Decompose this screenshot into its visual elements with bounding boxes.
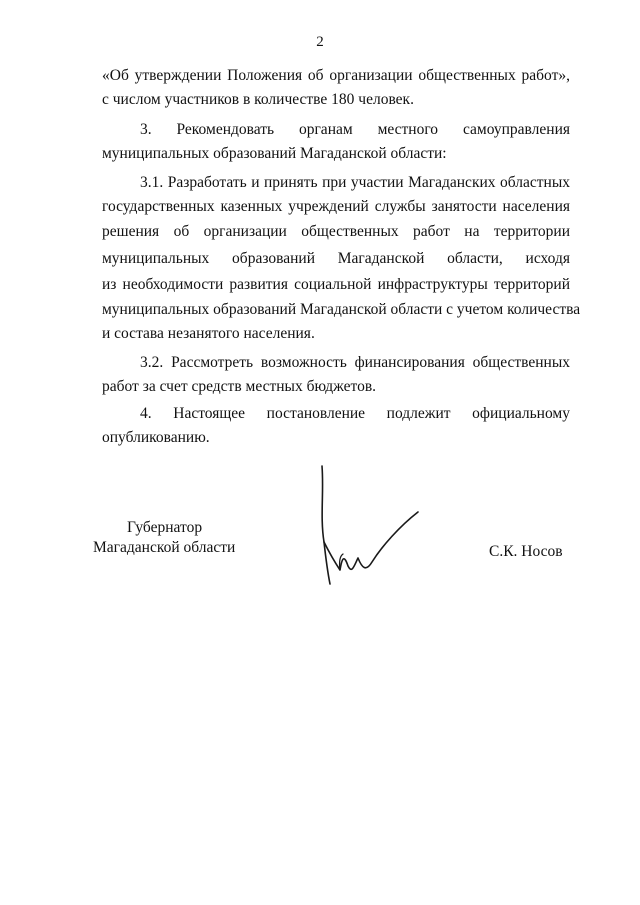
text-line: 4. Настоящее постановление подлежит официальному (140, 405, 570, 422)
text-line: из необходимости развития социальной инфраструктуры территорий (102, 276, 570, 293)
text-line: государственных казенных учреждений службы занятости населения (102, 198, 570, 215)
text-line: решения об организации общественных работ на территории (102, 223, 570, 240)
text-line: «Об утверждении Положения об организации общественных работ», (102, 67, 570, 84)
text-line: и состава незанятого населения. (102, 325, 315, 342)
text-line: муниципальных образований Магаданской области, исходя (102, 250, 570, 267)
text-line: 3. Рекомендовать органам местного самоуправления (140, 121, 570, 138)
text-line: муниципальных образований Магаданской области с учетом количества (102, 301, 581, 318)
signatory-position-line2: Магаданской области (93, 539, 236, 556)
text-line: опубликованию. (102, 429, 210, 446)
handwritten-signature (310, 462, 425, 587)
text-line: 3.2. Рассмотреть возможность финансирования общественных (140, 354, 570, 371)
text-line: с числом участников в количестве 180 человек. (102, 91, 414, 108)
page-number: 2 (316, 34, 324, 50)
signatory-name: С.К. Носов (489, 543, 563, 560)
text-line: муниципальных образований Магаданской области: (102, 145, 447, 162)
text-line: 3.1. Разработать и принять при участии Магаданских областных (140, 174, 570, 191)
signatory-position-line1: Губернатор (127, 519, 203, 536)
text-line: работ за счет средств местных бюджетов. (102, 378, 377, 395)
